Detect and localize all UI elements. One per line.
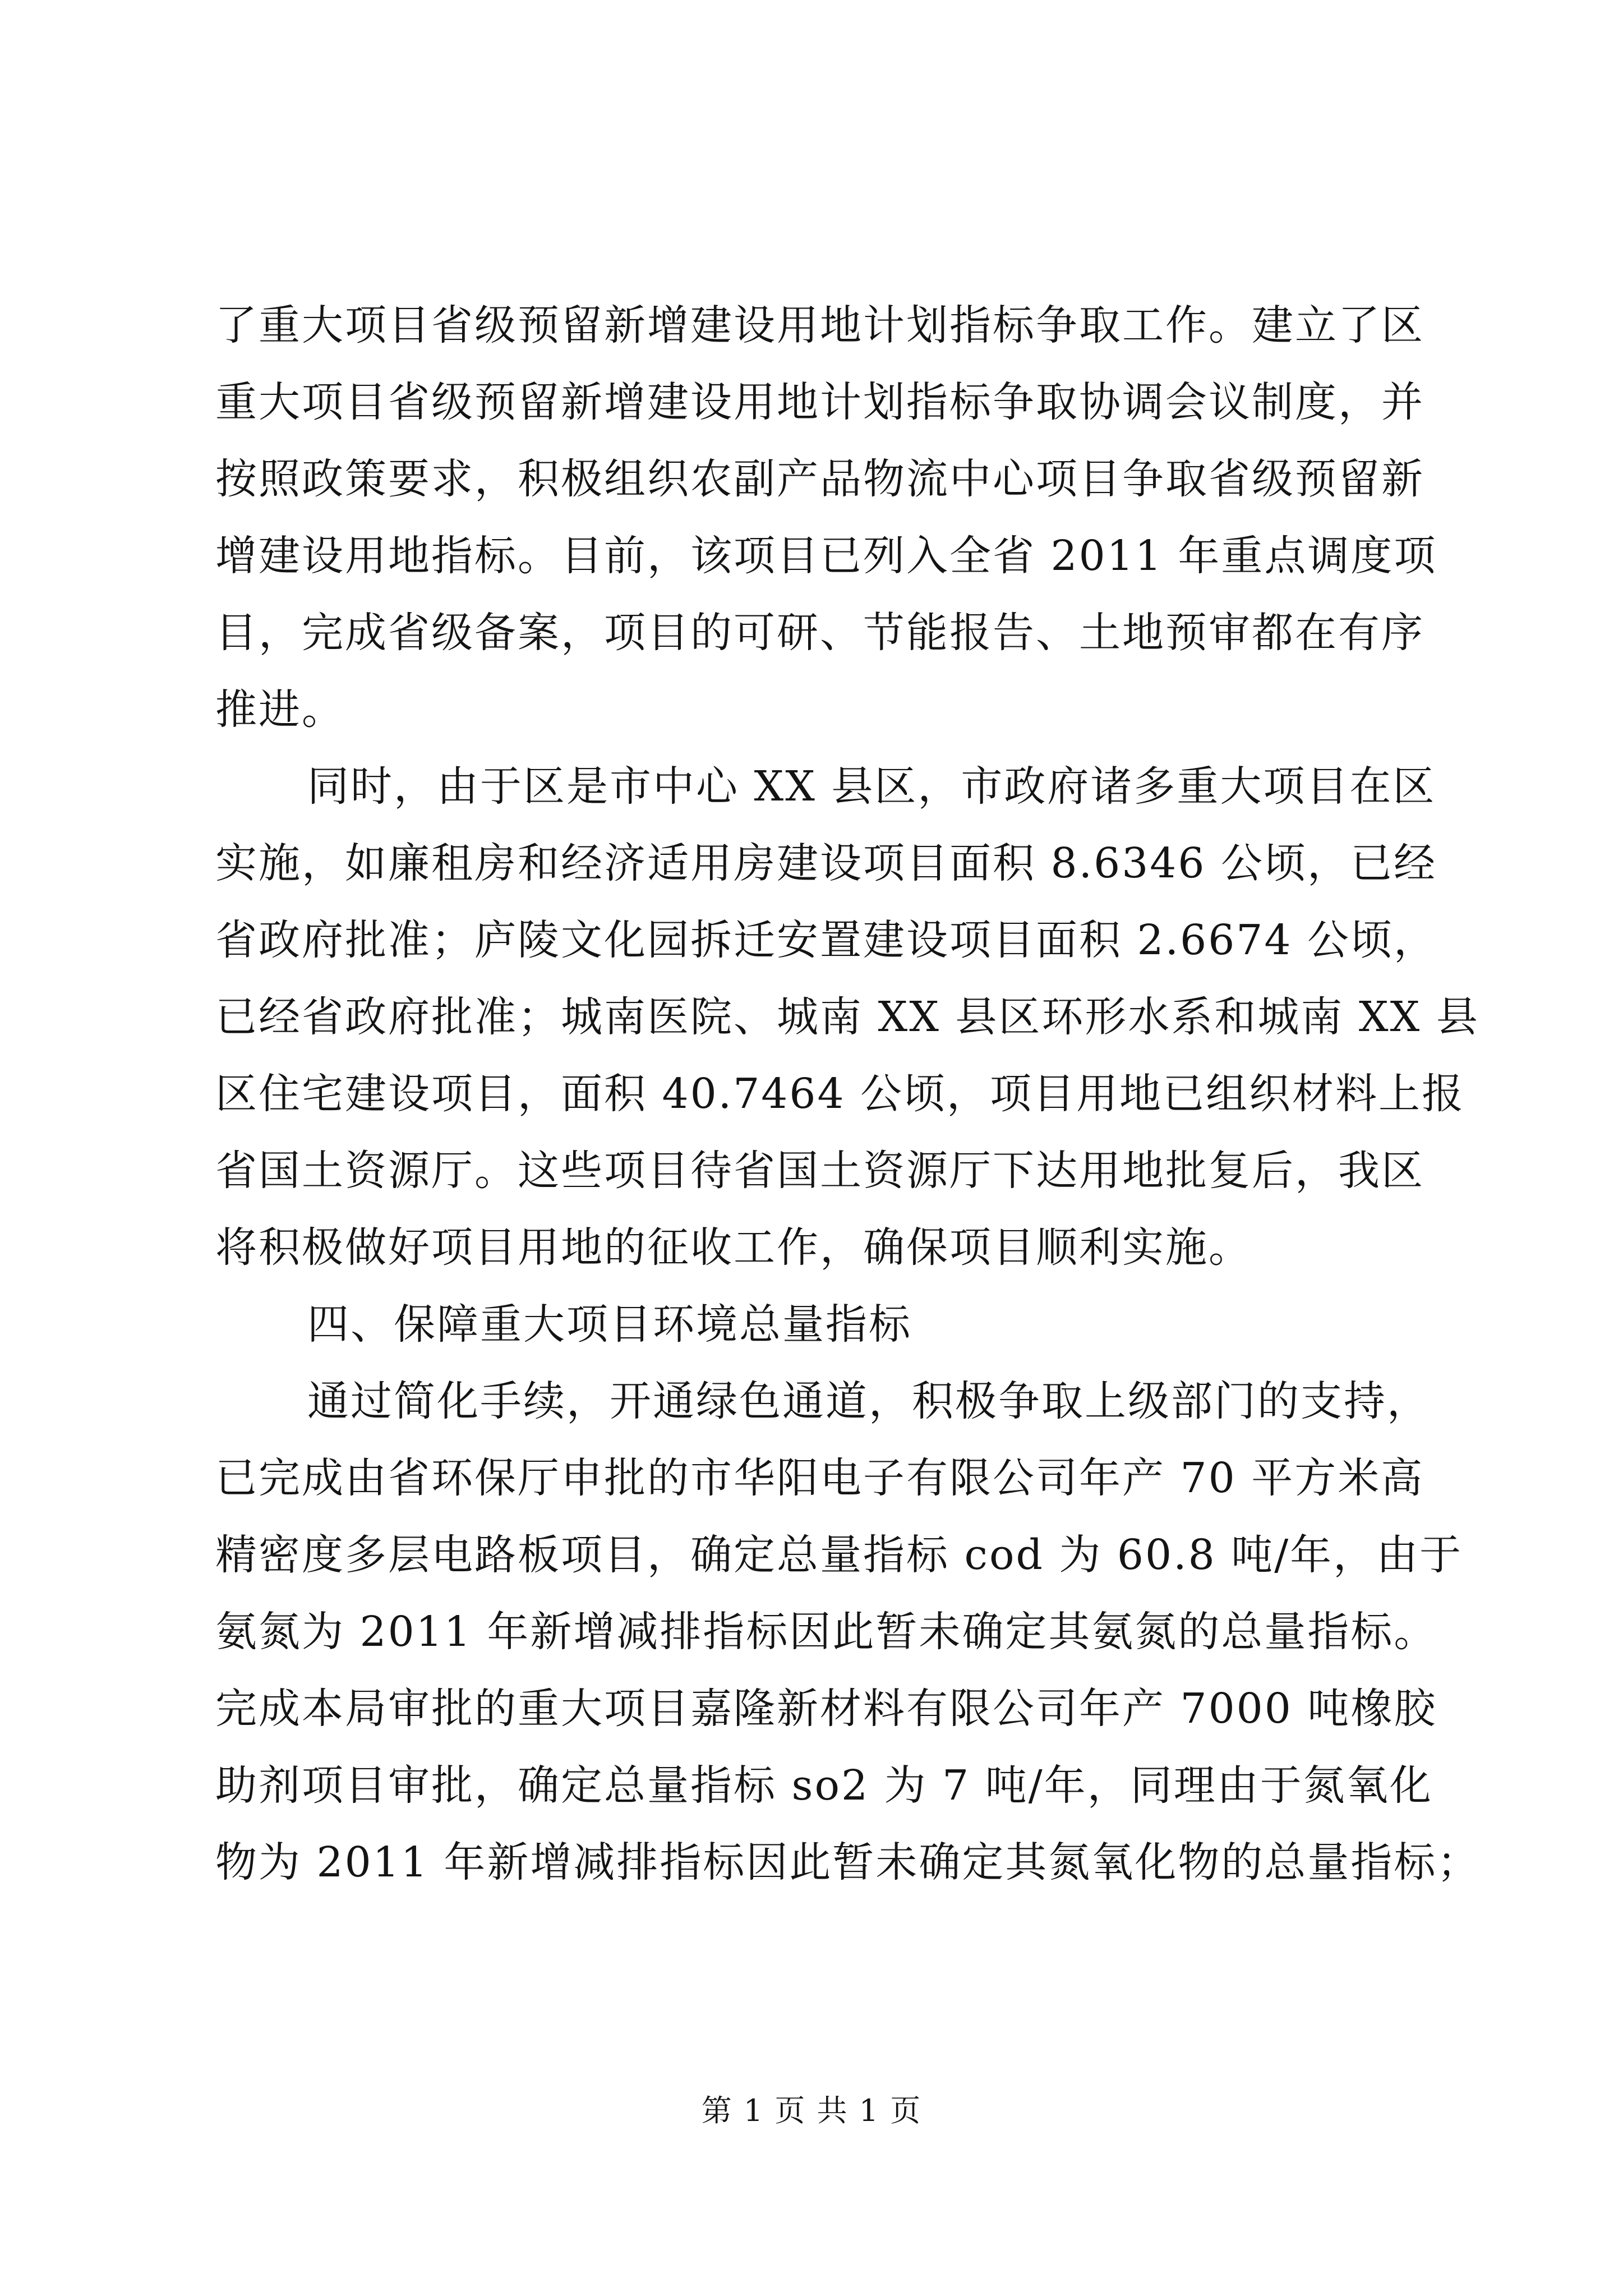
page-number-footer: 第 1 页 共 1 页: [701, 2093, 922, 2128]
text-line: 同时，由于区是市中心 XX 县区，市政府诸多重大项目在区: [307, 762, 1436, 811]
text-line: 完成本局审批的重大项目嘉隆新材料有限公司年产 7000 吨橡胶: [215, 1685, 1437, 1733]
text-line: 目，完成省级备案，项目的可研、节能报告、土地预审都在有序: [215, 609, 1424, 657]
text-line: 按照政策要求，积极组织农副产品物流中心项目争取省级预留新: [215, 455, 1424, 503]
text-line: 将积极做好项目用地的征收工作，确保项目顺利实施。: [215, 1223, 1252, 1272]
section-heading: 四、保障重大项目环境总量指标: [307, 1300, 912, 1349]
text-line: 精密度多层电路板项目，确定总量指标 cod 为 60.8 吨/年，由于: [215, 1531, 1463, 1579]
text-line: 通过简化手续，开通绿色通道，积极争取上级部门的支持，: [307, 1377, 1430, 1425]
text-line: 实施，如廉租房和经济适用房建设项目面积 8.6346 公顷，已经: [215, 839, 1437, 887]
text-line: 物为 2011 年新增减排指标因此暂未确定其氮氧化物的总量指标；: [215, 1838, 1481, 1887]
text-line: 推进。: [215, 685, 345, 734]
text-line: 氨氮为 2011 年新增减排指标因此暂未确定其氨氮的总量指标。: [215, 1608, 1437, 1656]
text-line: 增建设用地指标。目前，该项目已列入全省 2011 年重点调度项: [215, 532, 1437, 580]
text-line: 区住宅建设项目，面积 40.7464 公顷，项目用地已组织材料上报: [215, 1070, 1465, 1118]
text-line: 了重大项目省级预留新增建设用地计划指标争取工作。建立了区: [215, 301, 1424, 349]
text-line: 助剂项目审批，确定总量指标 so2 为 7 吨/年，同理由于氮氧化: [215, 1761, 1433, 1810]
text-line: 已完成由省环保厅申批的市华阳电子有限公司年产 70 平方米高: [215, 1454, 1424, 1502]
text-line: 重大项目省级预留新增建设用地计划指标争取协调会议制度，并: [215, 378, 1424, 426]
text-line: 省政府批准；庐陵文化园拆迁安置建设项目面积 2.6674 公顷，: [215, 916, 1437, 964]
text-line: 省国土资源厅。这些项目待省国土资源厅下达用地批复后，我区: [215, 1147, 1424, 1195]
text-line: 已经省政府批准；城南医院、城南 XX 县区环形水系和城南 XX 县: [215, 993, 1479, 1041]
